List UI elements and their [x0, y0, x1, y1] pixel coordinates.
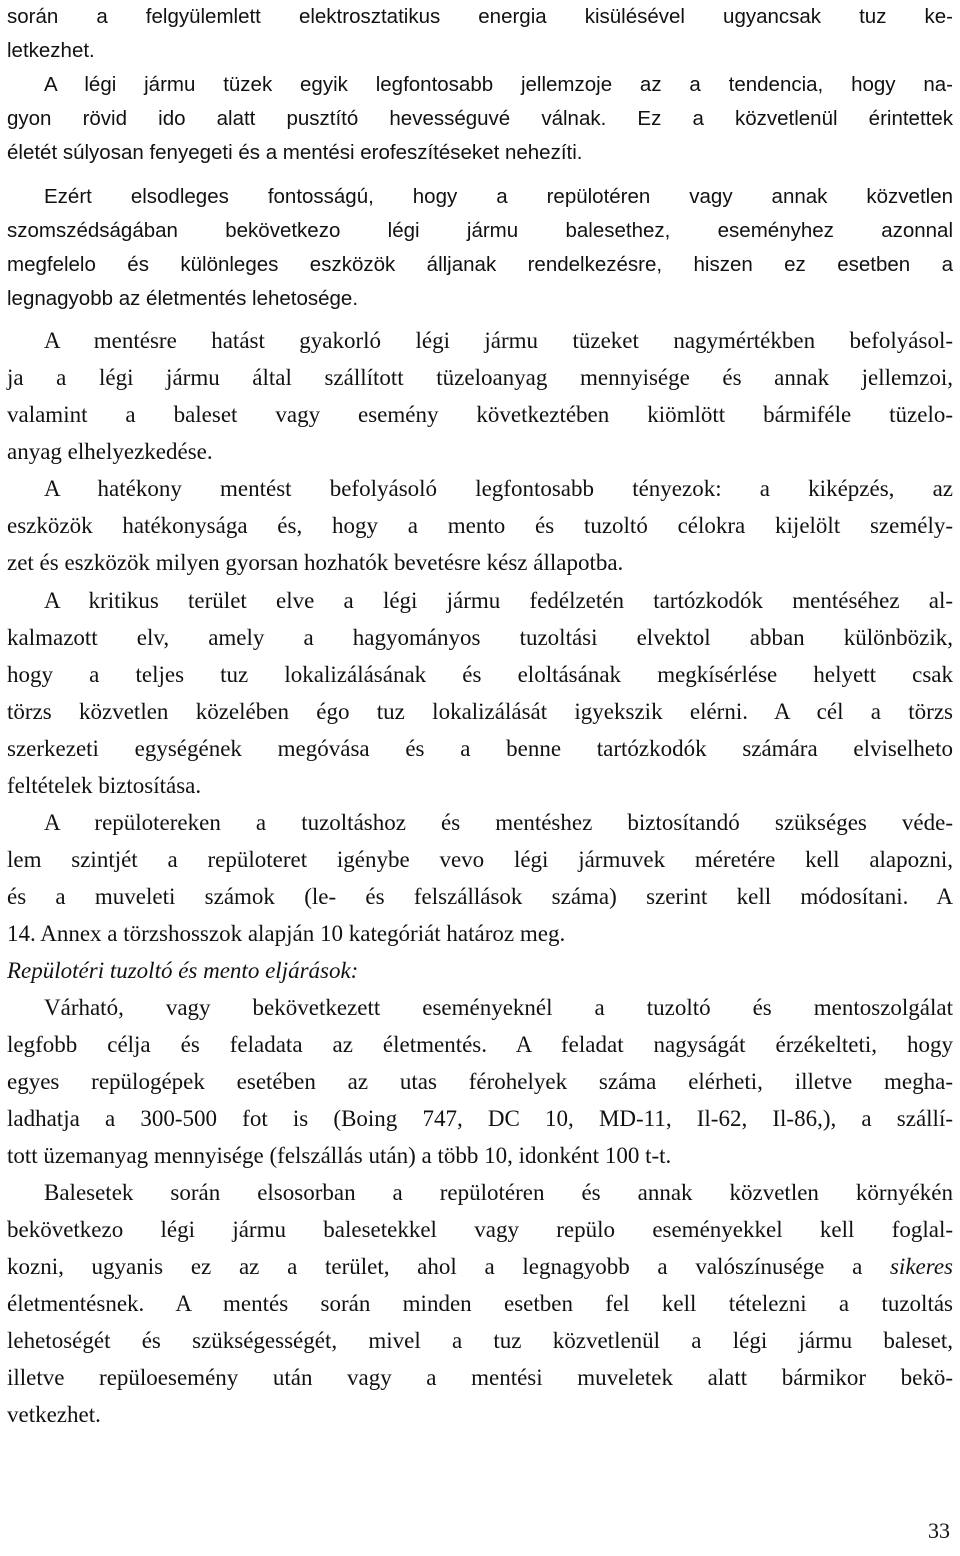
- text-line: zet és eszközök milyen gyorsan hozhatók bevetésre kész állapotba.: [7, 550, 624, 575]
- text-line: A repülotereken a tuzoltáshoz és mentéshez biztosítandó szükséges véde-: [44, 810, 953, 835]
- text-line: vetkezhet.: [7, 1402, 101, 1427]
- text-line: lehetoségét és szükségességét, mivel a tuz közvetlenül a légi jármu baleset,: [7, 1328, 953, 1353]
- text-line: ja a légi jármu által szállított tüzeloanyag mennyisége és annak jellemzoi,: [7, 365, 953, 390]
- text-line: valamint a baleset vagy esemény következtében kiömlött bármiféle tüzelo-: [7, 402, 953, 427]
- text-line: és a muveleti számok (le- és felszállások száma) szerint kell módosítani. A: [7, 884, 953, 909]
- text-line: 14. Annex a törzshosszok alapján 10 kategóriát határoz meg.: [7, 921, 566, 946]
- text-line: eszközök hatékonysága és, hogy a mento és tuzoltó célokra kijelölt személy-: [7, 513, 953, 538]
- text-line: lem szintjét a repüloteret igénybe vevo légi jármuvek méretére kell alapozni,: [7, 847, 953, 872]
- text-line: kozni, ugyanis ez az a terület, ahol a legnagyobb a valószínusége a sikeres: [7, 1254, 953, 1279]
- text-line: ladhatja a 300-500 fot is (Boing 747, DC 10, MD-11, Il-62, Il-86,), a szállí-: [7, 1106, 953, 1131]
- text-line: életmentésnek. A mentés során minden esetben fel kell tételezni a tuzoltás: [7, 1291, 953, 1316]
- text-line: megfelelo és különleges eszközök álljanak rendelkezésre, hiszen ez esetben a: [7, 253, 953, 276]
- text-line: letkezhet.: [7, 39, 95, 62]
- text-line: anyag elhelyezkedése.: [7, 439, 213, 464]
- text-line: legfobb célja és feladata az életmentés. A feladat nagyságát érzékelteti, hogy: [7, 1032, 953, 1057]
- text-line: feltételek biztosítása.: [7, 773, 202, 798]
- text-line: A légi jármu tüzek egyik legfontosabb jellemzoje az a tendencia, hogy na-: [44, 73, 953, 96]
- text-line: bekövetkezo légi jármu balesetekkel vagy repülo eseményekkel kell foglal-: [7, 1217, 953, 1242]
- text-line: egyes repülogépek esetében az utas férohelyek száma elérheti, illetve megha-: [7, 1069, 953, 1094]
- text-line: kalmazott elv, amely a hagyományos tuzoltási elvektol abban különbözik,: [7, 625, 953, 650]
- text-line: szomszédságában bekövetkezo légi jármu balesethez, eseményhez azonnal: [7, 219, 953, 242]
- text-line: Ezért elsodleges fontosságú, hogy a repülotéren vagy annak közvetlen: [44, 185, 953, 208]
- text-line: életét súlyosan fenyegeti és a mentési erofeszítéseket nehezíti.: [7, 141, 583, 164]
- text-line: törzs közvetlen közelében égo tuz lokalizálását igyekszik elérni. A cél a törzs: [7, 699, 953, 724]
- text-line: tott üzemanyag mennyisége (felszállás után) a több 10, idonként 100 t-t.: [7, 1143, 672, 1168]
- text-line: A kritikus terület elve a légi jármu fedélzetén tartózkodók mentéséhez al-: [44, 588, 953, 613]
- section-heading: Repülotéri tuzoltó és mento eljárások:: [7, 958, 359, 983]
- text-line: A mentésre hatást gyakorló légi jármu tüzeket nagymértékben befolyásol-: [44, 328, 953, 353]
- text-line: legnagyobb az életmentés lehetosége.: [7, 287, 359, 310]
- text-line: során a felgyülemlett elektrosztatikus energia kisülésével ugyancsak tuz ke-: [7, 5, 953, 28]
- text-line: A hatékony mentést befolyásoló legfontosabb tényezok: a kiképzés, az: [44, 476, 953, 501]
- text-line: Várható, vagy bekövetkezett eseményeknél a tuzoltó és mentoszolgálat: [44, 995, 953, 1020]
- text-line: illetve repüloesemény után vagy a mentési muveletek alatt bármikor bekö-: [7, 1365, 953, 1390]
- text-line: hogy a teljes tuz lokalizálásának és eloltásának megkísérlése helyett csak: [7, 662, 953, 687]
- text-line: gyon rövid ido alatt pusztító hevességuvé válnak. Ez a közvetlenül érintettek: [7, 107, 953, 130]
- page-number: 33: [928, 1518, 950, 1543]
- text-line: szerkezeti egységének megóvása és a benne tartózkodók számára elviselheto: [7, 736, 953, 761]
- text-line: Balesetek során elsosorban a repülotéren és annak közvetlen környékén: [44, 1180, 953, 1205]
